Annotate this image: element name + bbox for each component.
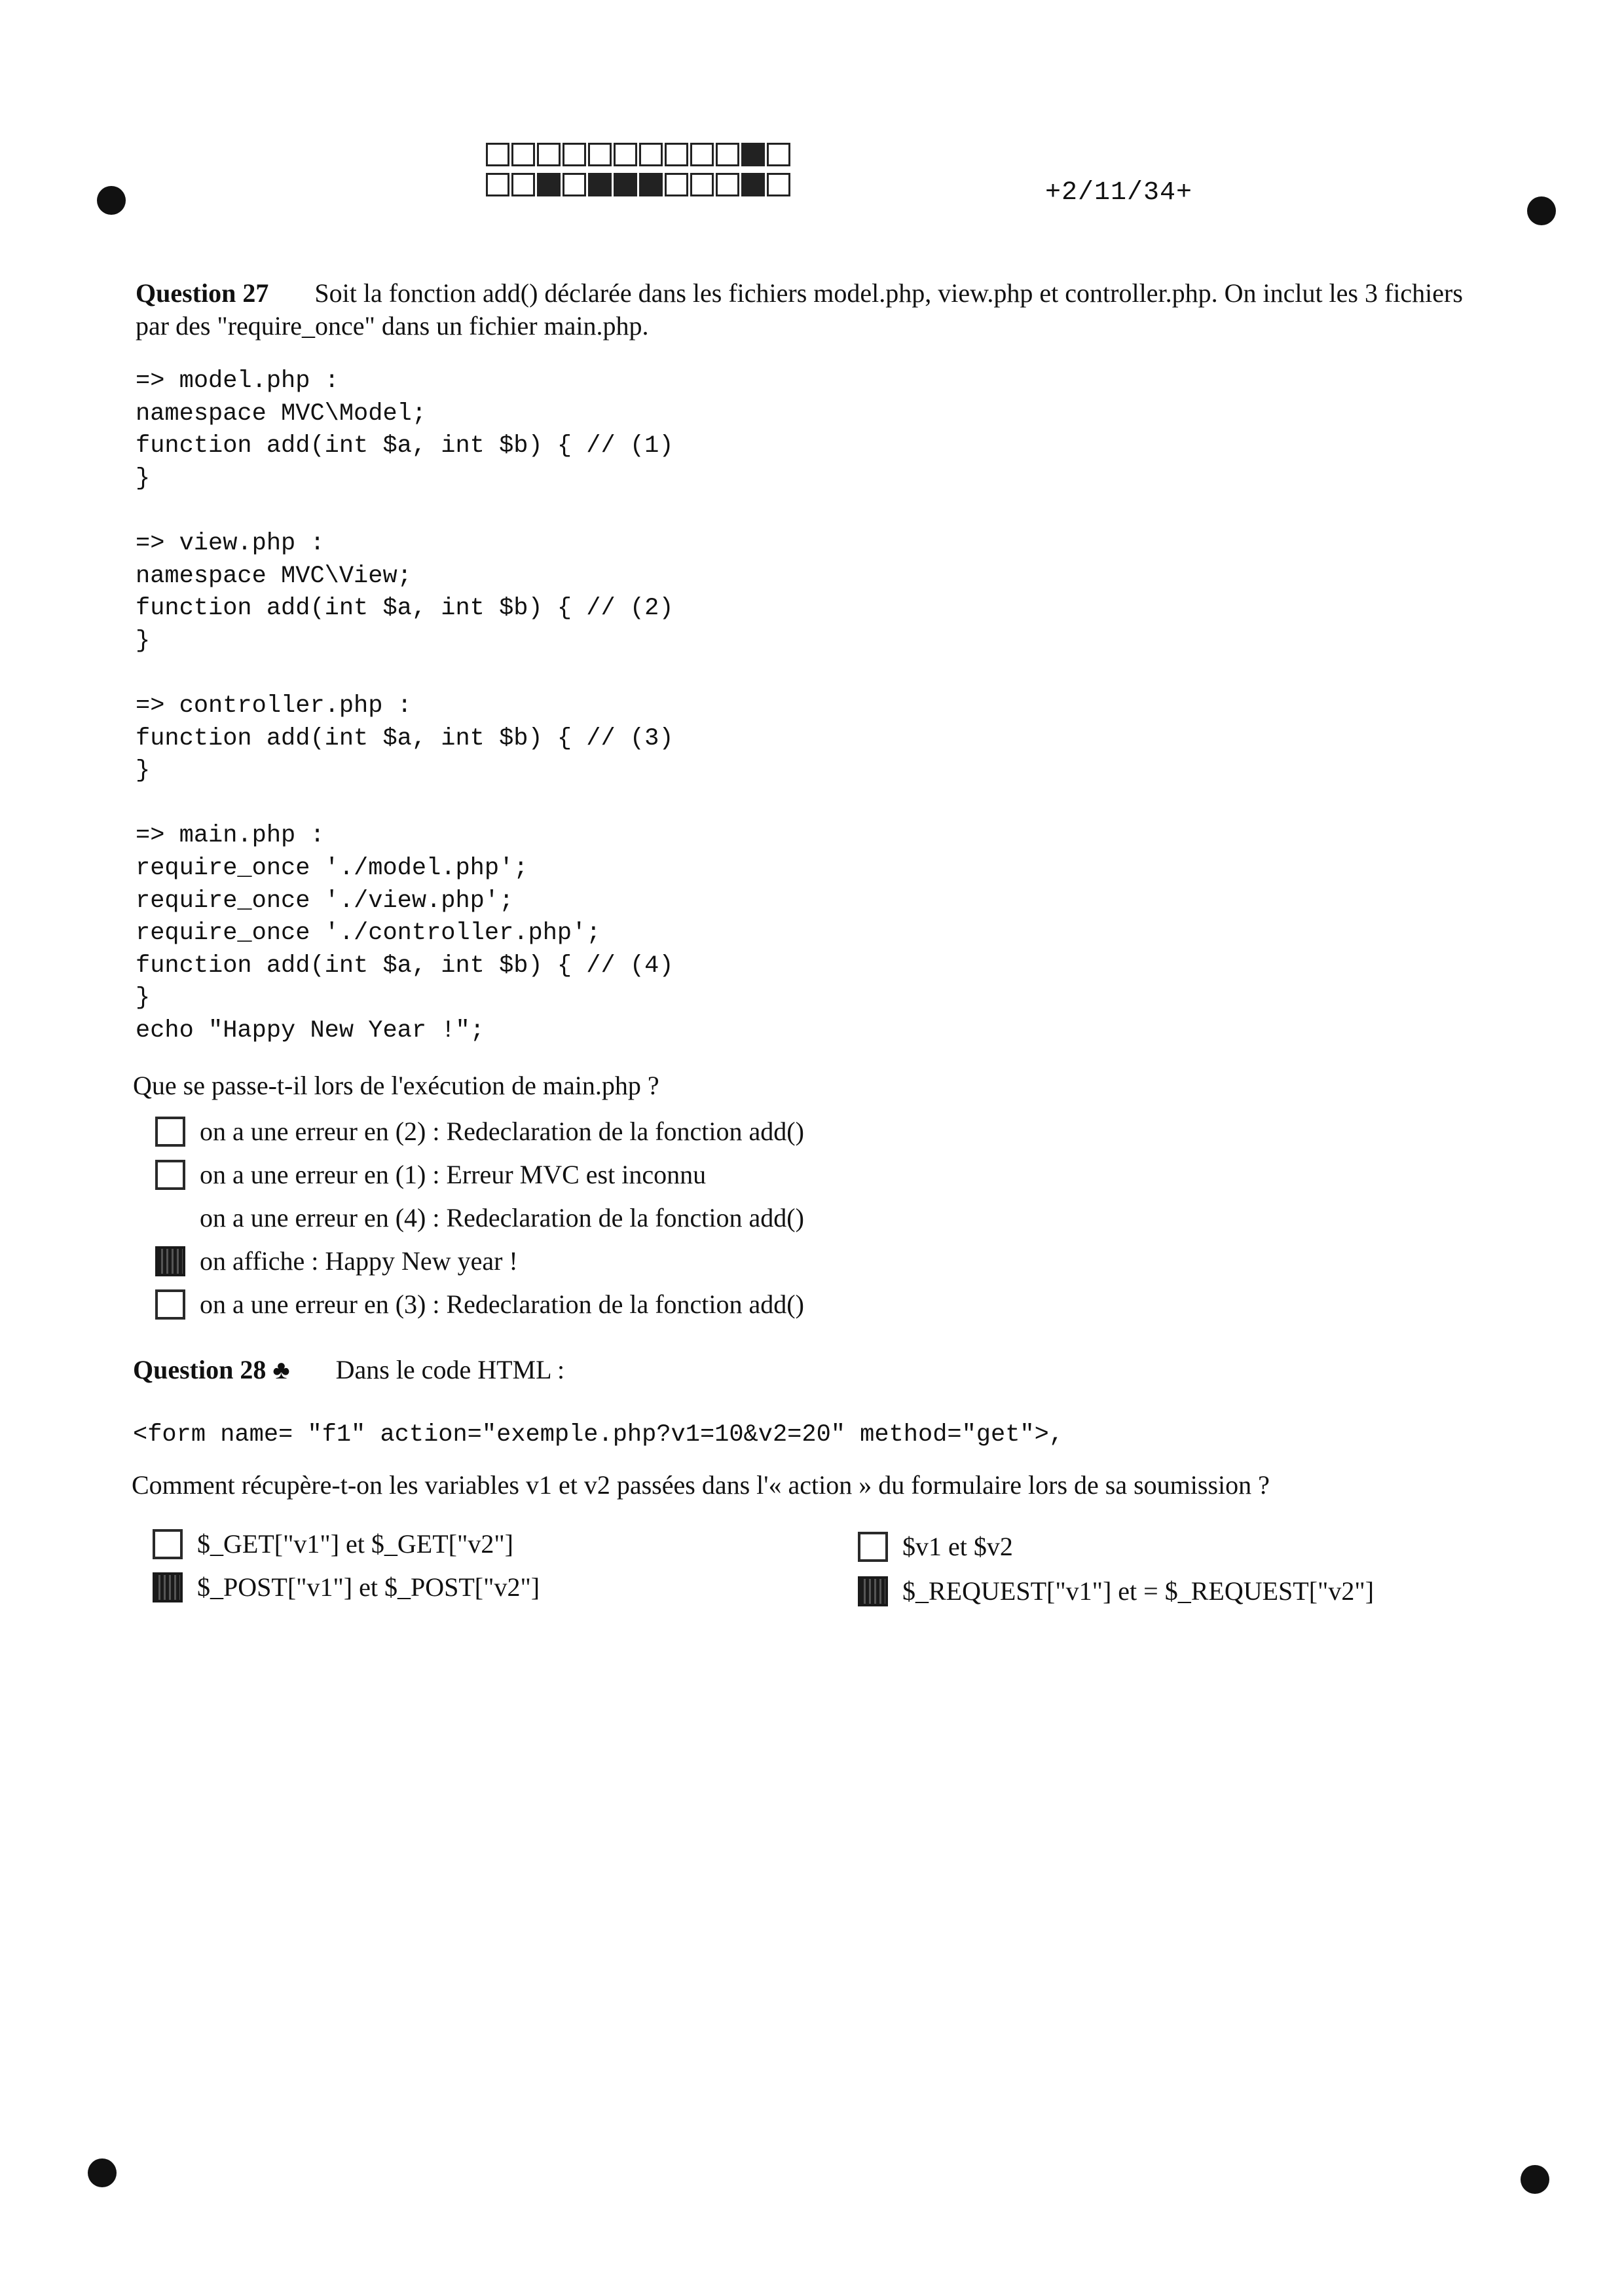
code-line [136,657,674,690]
q27-option-5[interactable] [155,1289,804,1320]
q28-option-1[interactable] [153,1528,513,1559]
barcode-cell [716,143,739,166]
q27-option-label: on affiche : Happy New year ! [200,1246,518,1276]
q28-option-4[interactable] [858,1576,1374,1606]
q27-option-1[interactable] [155,1116,804,1147]
registration-mark-top-left [97,186,126,215]
q27-checkbox-1[interactable] [155,1117,185,1147]
q28-checkbox-3[interactable] [153,1572,183,1602]
code-line: function add(int $a, int $b) { // (1) [136,432,674,460]
question-28-prompt: Comment récupère-t-on les variables v1 et v2 passées dans l'« action » du formulaire lors de sa soumission ? [132,1470,1270,1500]
q28-option-label: $v1 et $v2 [902,1532,1013,1561]
code-line: => controller.php : [136,692,412,720]
code-line: require_once './model.php'; [136,854,528,882]
q27-checkbox-2[interactable] [155,1160,185,1190]
q28-option-label: $_POST["v1"] et $_POST["v2"] [197,1572,540,1602]
registration-mark-bottom-left [88,2158,117,2187]
q27-option-label: on a une erreur en (4) : Redeclaration de la fonction add() [200,1203,804,1232]
code-line [136,495,674,528]
code-line: echo "Happy New Year !"; [136,1016,485,1045]
q28-option-label: $_REQUEST["v1"] et = $_REQUEST["v2"] [902,1576,1375,1606]
q27-option-label: on a une erreur en (3) : Redeclaration de la fonction add() [200,1289,804,1319]
code-line: function add(int $a, int $b) { // (3) [136,724,674,752]
code-line: } [136,757,151,785]
code-line: function add(int $a, int $b) { // (4) [136,952,674,980]
question-28-label: Question 28 ♣ [133,1355,290,1384]
barcode-cell [511,143,535,166]
barcode-cell [614,143,637,166]
barcode-cell [767,173,790,196]
code-line: => main.php : [136,822,325,850]
barcode-cell [690,173,714,196]
barcode-cell [588,143,612,166]
registration-mark-bottom-right [1521,2165,1549,2194]
code-line: => model.php : [136,367,339,395]
barcode-cell [588,173,612,196]
code-line: namespace MVC\View; [136,562,412,590]
q27-checkbox-4[interactable] [155,1246,185,1276]
q28-option-label: $_GET["v1"] et $_GET["v2"] [197,1529,513,1559]
q27-option-2[interactable] [155,1159,706,1190]
barcode-cell [741,173,765,196]
question-27-label: Question 27 [136,278,269,308]
barcode-cell [716,173,739,196]
q28-option-3[interactable] [153,1572,540,1602]
q27-option-4[interactable] [155,1246,518,1276]
code-line: require_once './controller.php'; [136,919,601,948]
barcode-cell [741,143,765,166]
barcode-row-bottom [486,173,792,196]
barcode-cell [511,173,535,196]
q27-option-label: on a une erreur en (1) : Erreur MVC est inconnu [200,1160,707,1189]
barcode-cell [614,173,637,196]
q28-option-2[interactable] [858,1531,1013,1562]
page-number: +2/11/34+ [1045,178,1193,208]
code-line: } [136,627,151,655]
code-line: namespace MVC\Model; [136,399,427,428]
q28-checkbox-4[interactable] [858,1576,888,1606]
question-28-intro: Dans le code HTML : [335,1355,565,1384]
code-line: => view.php : [136,529,325,557]
barcode-cell [639,143,663,166]
barcode-cell [665,173,688,196]
q28-checkbox-1[interactable] [153,1529,183,1559]
barcode-cell [639,173,663,196]
question-27-prompt: Que se passe-t-il lors de l'exécution de main.php ? [133,1071,659,1100]
q27-checkbox-5[interactable] [155,1289,185,1320]
question-27-text-line1: Soit la fonction add() déclarée dans les fichiers model.php, view.php et controller.php. On inclut les 3 fichiers [314,278,1463,308]
barcode-cell [767,143,790,166]
code-line: function add(int $a, int $b) { // (2) [136,595,674,623]
question-28-form-code: <form name= "f1" action="exemple.php?v1=10&v2=20" method="get">, [133,1421,1064,1449]
code-line: } [136,984,151,1012]
barcode-cell [537,173,561,196]
barcode-row-top [486,143,792,166]
code-line: require_once './view.php'; [136,887,514,915]
question-28-heading [133,1354,564,1386]
question-27-heading [136,278,1463,309]
q27-option-3[interactable] [155,1202,804,1233]
barcode-cell [690,143,714,166]
question-27-text-line2: par des "require_once" dans un fichier main.php. [136,311,649,341]
barcode-cell [563,143,586,166]
question-27-code-block [136,365,674,1047]
code-line: } [136,464,151,492]
barcode-cell [665,143,688,166]
registration-mark-top-right [1527,196,1556,225]
q27-option-label: on a une erreur en (2) : Redeclaration de la fonction add() [200,1117,804,1146]
barcode-cell [486,173,509,196]
barcode-cell [486,143,509,166]
barcode-cell [563,173,586,196]
barcode-cell [537,143,561,166]
code-line [136,788,674,821]
q28-checkbox-2[interactable] [858,1532,888,1562]
